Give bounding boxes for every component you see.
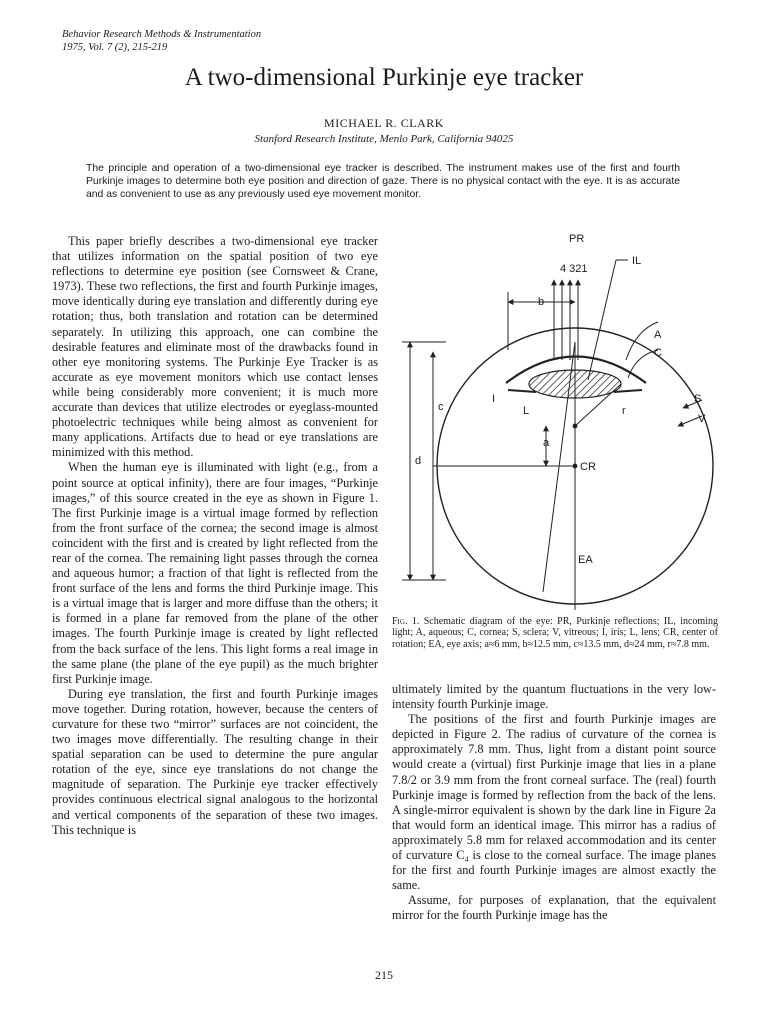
body-paragraph: This paper briefly describes a two-dimensional eye tracker that utilizes information on the spatial position of two eye reflections to determine eye position (see Cornsweet & Crane, 1973). These two reflections, the first and fourth Purkinje images, move identically during eye translation and differently during eye rotation; thus, both translation and rotation can be determined separately. In utilizing this approach, one can combine the desirable features and eliminate most of the drawbacks found in other eye monitoring systems. The Purkinje Eye Tracker is as accurate as eye movement monitors which use contact lenses while being considerably more convenient; it is much more accurate than devices that utilize electrodes or eyeglass-mounted photoelectric techniques while being almost as convenient for many applications. Artifacts due to head or eye translations are minimized with this method. [52, 234, 378, 460]
label-vitreous: V [698, 413, 706, 425]
page-number: 215 [375, 968, 393, 982]
label-a-dimension: a [543, 437, 550, 449]
left-column [52, 234, 378, 838]
label-il: IL [632, 255, 642, 267]
journal-citation [62, 28, 261, 54]
paper-title: A two-dimensional Purkinje eye tracker [184, 64, 584, 91]
body-paragraph: During eye translation, the first and fourth Purkinje images move together. During rotation, however, because the centers of curvature for these two “mirror” surfaces are not coincident, the two images move differentially. The resulting change in their spatial separation can be used to determine the pure angular rotation of the eye, since eye translations do not change the magnitude of separation. The Purkinje eye tracker effectively provides continuous electrical signal analogous to the horizontal and vertical components of the separation of these two images. This technique is [52, 686, 378, 837]
abstract: The principle and operation of a two-dimensional eye tracker is described. The instrument makes use of the first and fourth Purkinje images to determine both eye position and direction of gaze. There is no physical contact with the eye. It is as accurate and as convenient to use as any previously used eye movement monitor. [86, 163, 680, 201]
figure-eye-diagram [388, 230, 724, 610]
figure-caption [392, 616, 718, 650]
label-radius: r [622, 405, 626, 417]
body-paragraph: When the human eye is illuminated with light (e.g., from a point source at optical infinity), there are four images, “Purkinje images,” of this source created in the eye as shown in Figure 1. The first Purkinje image is a virtual image formed by reflection from the front surface of the cornea; the second image is almost coincident with the first and is created by light reflected from the rear of the cornea. The remaining light passes through the cornea and aqueous humor; a fraction of that light is reflected from the front surface of the lens and forms the third Purkinje image. This is a virtual image that is larger and more diffuse than the others; it is formed in a plane far removed from the plane of the other images. The fourth Purkinje image is created by light reflected from the back surface of the lens. This light forms a real image in the same plane (the plane of the eye pupil) as the much brighter first Purkinje image. [52, 460, 378, 686]
journal-volume: 1975, Vol. 7 (2), 215-219 [62, 42, 168, 53]
label-c-dimension: c [438, 401, 444, 413]
label-d-dimension: d [415, 455, 422, 467]
body-paragraph: The positions of the first and fourth Purkinje images are depicted in Figure 2. The radius of curvature of the cornea is approximately 7.8 mm. Thus, light from a distant point source would create a (virtual) first Purkinje image that lies in a plane 7.8/2 or 3.9 mm from the front corneal surface. The (real) fourth Purkinje image is formed by reflection from the back of the lens. A single-mirror equivalent is shown by the dark line in Figure 2a that would form an identical image. This mirror has a radius of approximately 5.8 mm for relaxed accommodation and its center of curvature C₄ is close to the corneal surface. The image planes for the first and fourth Purkinje images are almost exactly the same. [392, 712, 716, 893]
label-eye-axis: EA [578, 554, 593, 566]
label-iris: I [492, 393, 496, 405]
body-paragraph: ultimately limited by the quantum fluctuations in the very low-intensity fourth Purkinje image. [392, 682, 716, 712]
label-lens: L [523, 405, 530, 417]
caption-text: Schematic diagram of the eye: PR, Purkinje reflections; IL, incoming light; A, aqueous; C, cornea; S, sclera; V, vitreous; I, iris; L, lens; CR, center of rotation; EA, eye axis; a≈6 mm, b≈12.5 mm, c≈13.5 mm, d≈24 mm, r≈7.8 mm. [392, 616, 718, 650]
label-pr: PR [569, 233, 585, 245]
author-name: MICHAEL R. CLARK [324, 116, 444, 130]
label-cornea: C [654, 347, 662, 359]
author-affiliation: Stanford Research Institute, Menlo Park, California 94025 [254, 133, 514, 145]
label-aqueous: A [654, 329, 662, 341]
label-sclera: S [694, 393, 702, 405]
label-b: b [538, 296, 545, 308]
eye-schematic [388, 230, 724, 610]
label-center-of-rotation: CR [580, 461, 596, 473]
right-column [392, 682, 716, 924]
caption-label: Fig. 1. [392, 616, 420, 627]
body-paragraph: Assume, for purposes of explanation, that the equivalent mirror for the fourth Purkinje image has the [392, 893, 716, 923]
label-image-numbers: 4 321 [560, 263, 588, 275]
journal-name: Behavior Research Methods & Instrumentation [62, 29, 262, 40]
